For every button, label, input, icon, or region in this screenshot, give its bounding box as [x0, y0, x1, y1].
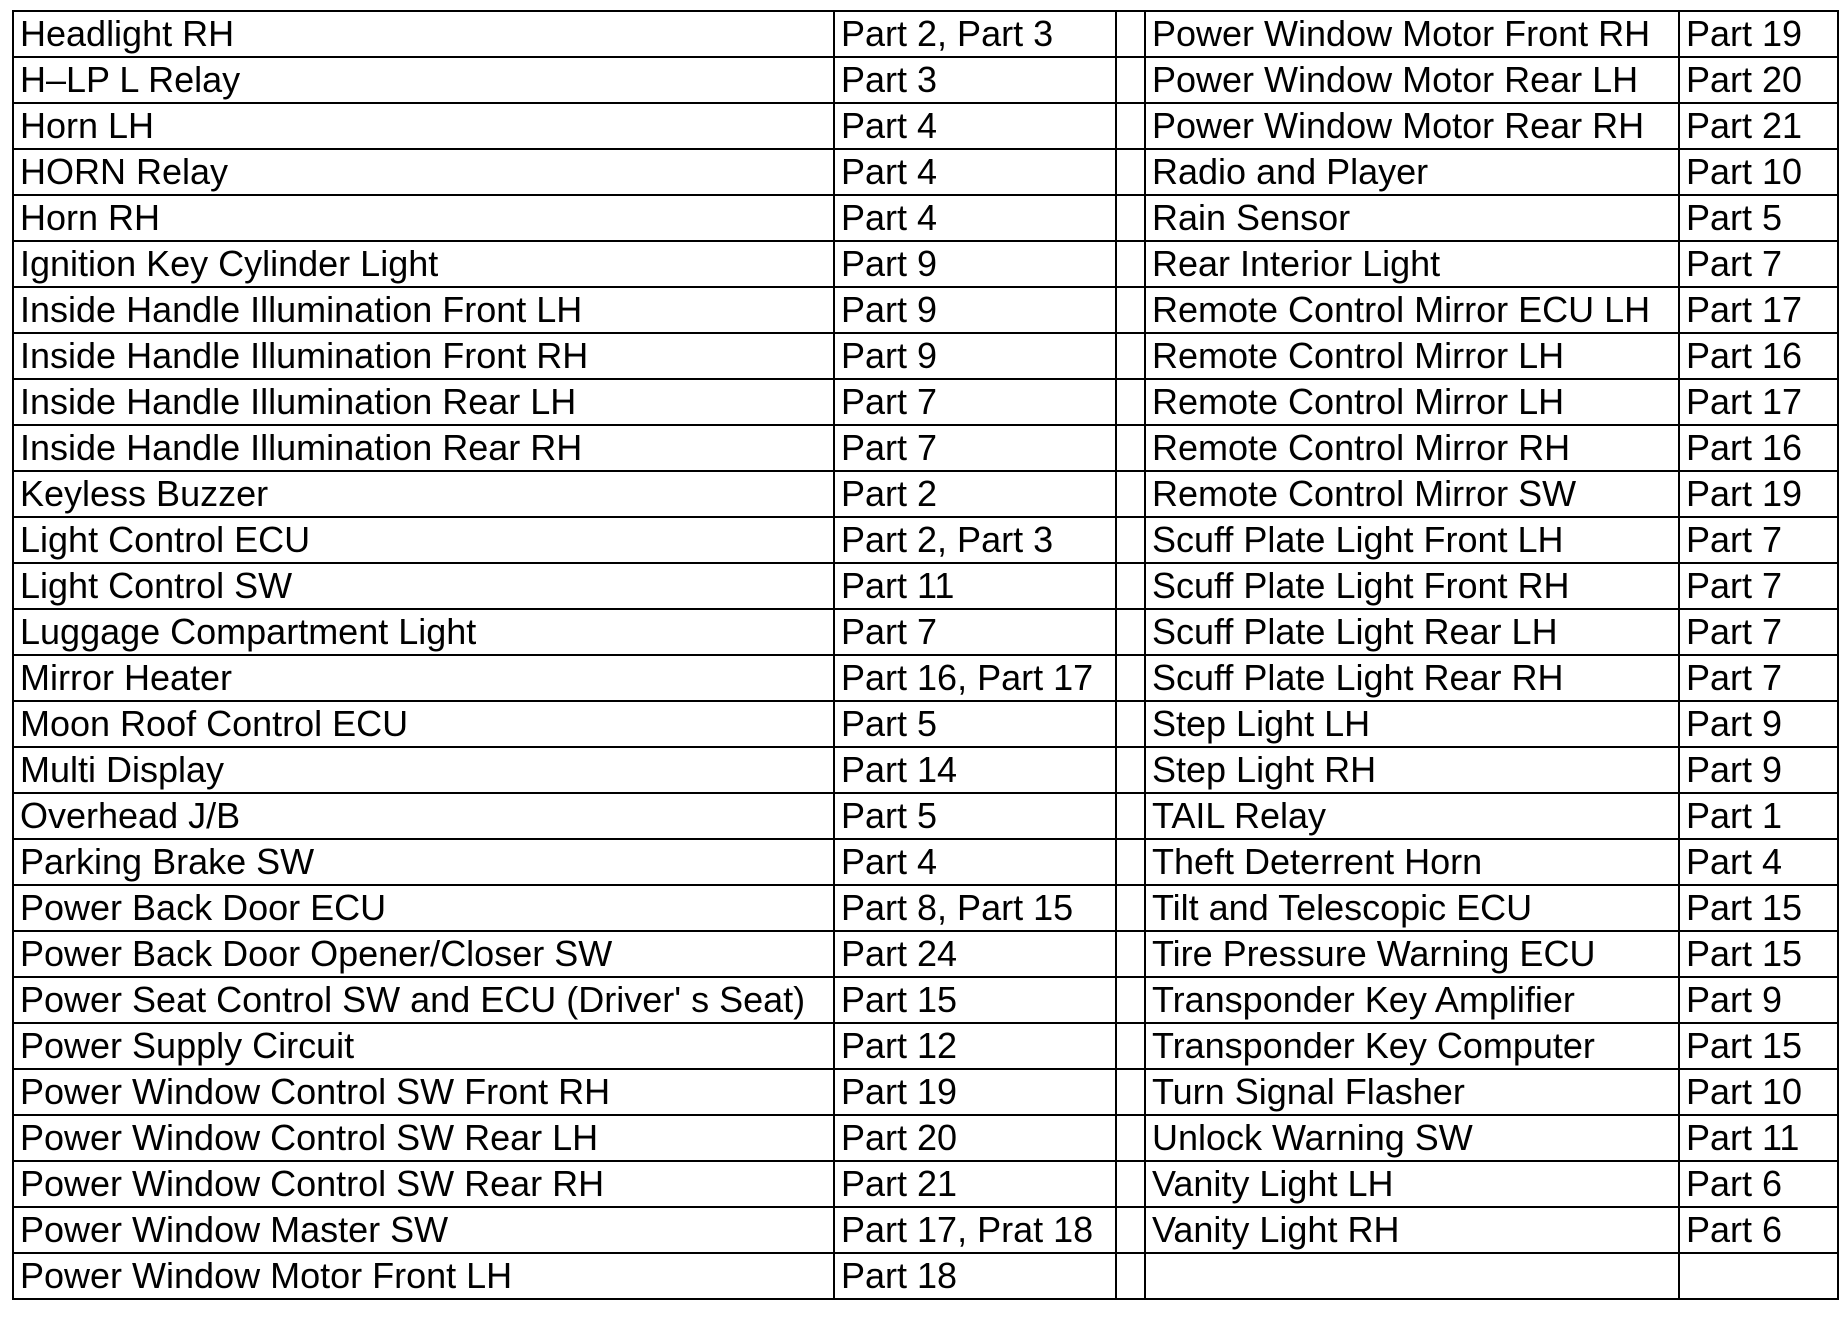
column-gap — [1116, 103, 1145, 149]
left-component-cell: Power Window Motor Front LH — [13, 1253, 834, 1299]
table-row — [13, 747, 1838, 793]
right-part-cell: Part 9 — [1679, 701, 1838, 747]
table-row — [13, 517, 1838, 563]
column-gap — [1116, 931, 1145, 977]
left-component-cell: Light Control ECU — [13, 517, 834, 563]
left-part-cell: Part 24 — [834, 931, 1116, 977]
right-component-cell: Power Window Motor Rear RH — [1145, 103, 1679, 149]
column-gap — [1116, 425, 1145, 471]
left-component-cell: Keyless Buzzer — [13, 471, 834, 517]
left-component-cell: Moon Roof Control ECU — [13, 701, 834, 747]
right-part-cell: Part 17 — [1679, 287, 1838, 333]
left-component-cell: Horn LH — [13, 103, 834, 149]
table-row — [13, 11, 1838, 57]
column-gap — [1116, 1207, 1145, 1253]
right-component-cell: Transponder Key Amplifier — [1145, 977, 1679, 1023]
table-row — [13, 655, 1838, 701]
table-row — [13, 471, 1838, 517]
right-part-cell: Part 7 — [1679, 609, 1838, 655]
left-part-cell: Part 8, Part 15 — [834, 885, 1116, 931]
column-gap — [1116, 149, 1145, 195]
right-component-cell: Remote Control Mirror RH — [1145, 425, 1679, 471]
left-component-cell: Horn RH — [13, 195, 834, 241]
column-gap — [1116, 11, 1145, 57]
right-part-cell: Part 9 — [1679, 747, 1838, 793]
right-part-cell: Part 11 — [1679, 1115, 1838, 1161]
right-part-cell: Part 15 — [1679, 1023, 1838, 1069]
table-row — [13, 701, 1838, 747]
right-component-cell: Remote Control Mirror LH — [1145, 379, 1679, 425]
left-part-cell: Part 12 — [834, 1023, 1116, 1069]
right-component-cell — [1145, 1253, 1679, 1299]
table-row — [13, 977, 1838, 1023]
left-component-cell: Power Supply Circuit — [13, 1023, 834, 1069]
left-part-cell: Part 19 — [834, 1069, 1116, 1115]
left-part-cell: Part 2, Part 3 — [834, 517, 1116, 563]
left-component-cell: Mirror Heater — [13, 655, 834, 701]
column-gap — [1116, 747, 1145, 793]
right-component-cell: Transponder Key Computer — [1145, 1023, 1679, 1069]
right-component-cell: Scuff Plate Light Front LH — [1145, 517, 1679, 563]
left-component-cell: Power Window Control SW Rear RH — [13, 1161, 834, 1207]
column-gap — [1116, 1023, 1145, 1069]
left-component-cell: Power Back Door Opener/Closer SW — [13, 931, 834, 977]
table-row — [13, 839, 1838, 885]
component-index-table — [12, 10, 1839, 1300]
table-wrapper — [12, 10, 1839, 1300]
right-part-cell: Part 19 — [1679, 11, 1838, 57]
table-row — [13, 1207, 1838, 1253]
right-part-cell: Part 21 — [1679, 103, 1838, 149]
right-component-cell: Remote Control Mirror SW — [1145, 471, 1679, 517]
column-gap — [1116, 1069, 1145, 1115]
right-component-cell: Scuff Plate Light Rear RH — [1145, 655, 1679, 701]
table-row — [13, 425, 1838, 471]
right-part-cell: Part 7 — [1679, 241, 1838, 287]
left-part-cell: Part 2, Part 3 — [834, 11, 1116, 57]
column-gap — [1116, 379, 1145, 425]
right-component-cell: Theft Deterrent Horn — [1145, 839, 1679, 885]
left-part-cell: Part 5 — [834, 793, 1116, 839]
left-part-cell: Part 4 — [834, 839, 1116, 885]
right-part-cell: Part 15 — [1679, 885, 1838, 931]
left-part-cell: Part 20 — [834, 1115, 1116, 1161]
right-component-cell: Remote Control Mirror LH — [1145, 333, 1679, 379]
right-part-cell: Part 20 — [1679, 57, 1838, 103]
left-part-cell: Part 18 — [834, 1253, 1116, 1299]
table-row — [13, 57, 1838, 103]
table-row — [13, 333, 1838, 379]
table-row — [13, 149, 1838, 195]
table-row — [13, 1161, 1838, 1207]
left-component-cell: Power Window Control SW Front RH — [13, 1069, 834, 1115]
right-component-cell: Power Window Motor Front RH — [1145, 11, 1679, 57]
right-part-cell: Part 9 — [1679, 977, 1838, 1023]
left-part-cell: Part 9 — [834, 241, 1116, 287]
right-component-cell: Rain Sensor — [1145, 195, 1679, 241]
column-gap — [1116, 1161, 1145, 1207]
right-component-cell: Step Light LH — [1145, 701, 1679, 747]
column-gap — [1116, 195, 1145, 241]
right-component-cell: Tilt and Telescopic ECU — [1145, 885, 1679, 931]
left-part-cell: Part 14 — [834, 747, 1116, 793]
column-gap — [1116, 793, 1145, 839]
column-gap — [1116, 563, 1145, 609]
right-part-cell: Part 10 — [1679, 1069, 1838, 1115]
left-component-cell: Power Window Control SW Rear LH — [13, 1115, 834, 1161]
table-row — [13, 563, 1838, 609]
table-row — [13, 1023, 1838, 1069]
left-part-cell: Part 4 — [834, 149, 1116, 195]
right-component-cell: Scuff Plate Light Front RH — [1145, 563, 1679, 609]
left-component-cell: Inside Handle Illumination Front RH — [13, 333, 834, 379]
column-gap — [1116, 609, 1145, 655]
right-component-cell: Remote Control Mirror ECU LH — [1145, 287, 1679, 333]
table-row — [13, 1253, 1838, 1299]
right-part-cell: Part 16 — [1679, 333, 1838, 379]
left-part-cell: Part 7 — [834, 425, 1116, 471]
column-gap — [1116, 701, 1145, 747]
left-component-cell: Overhead J/B — [13, 793, 834, 839]
right-part-cell: Part 15 — [1679, 931, 1838, 977]
left-part-cell: Part 4 — [834, 195, 1116, 241]
right-component-cell: Rear Interior Light — [1145, 241, 1679, 287]
left-part-cell: Part 17, Prat 18 — [834, 1207, 1116, 1253]
left-component-cell: Ignition Key Cylinder Light — [13, 241, 834, 287]
table-body — [13, 11, 1838, 1299]
column-gap — [1116, 241, 1145, 287]
right-part-cell: Part 5 — [1679, 195, 1838, 241]
column-gap — [1116, 333, 1145, 379]
right-part-cell: Part 7 — [1679, 655, 1838, 701]
right-component-cell: Vanity Light LH — [1145, 1161, 1679, 1207]
right-component-cell: TAIL Relay — [1145, 793, 1679, 839]
column-gap — [1116, 1115, 1145, 1161]
right-component-cell: Step Light RH — [1145, 747, 1679, 793]
table-row — [13, 241, 1838, 287]
left-part-cell: Part 7 — [834, 609, 1116, 655]
column-gap — [1116, 57, 1145, 103]
right-part-cell: Part 4 — [1679, 839, 1838, 885]
right-part-cell: Part 16 — [1679, 425, 1838, 471]
table-row — [13, 793, 1838, 839]
column-gap — [1116, 885, 1145, 931]
right-part-cell: Part 10 — [1679, 149, 1838, 195]
table-row — [13, 885, 1838, 931]
left-part-cell: Part 11 — [834, 563, 1116, 609]
left-component-cell: Multi Display — [13, 747, 834, 793]
table-row — [13, 287, 1838, 333]
table-row — [13, 931, 1838, 977]
left-component-cell: Headlight RH — [13, 11, 834, 57]
column-gap — [1116, 471, 1145, 517]
left-part-cell: Part 9 — [834, 333, 1116, 379]
left-part-cell: Part 2 — [834, 471, 1116, 517]
left-component-cell: Power Window Master SW — [13, 1207, 834, 1253]
left-component-cell: HORN Relay — [13, 149, 834, 195]
right-component-cell: Power Window Motor Rear LH — [1145, 57, 1679, 103]
column-gap — [1116, 655, 1145, 701]
column-gap — [1116, 287, 1145, 333]
right-part-cell: Part 1 — [1679, 793, 1838, 839]
column-gap — [1116, 977, 1145, 1023]
left-component-cell: Parking Brake SW — [13, 839, 834, 885]
right-part-cell: Part 17 — [1679, 379, 1838, 425]
left-part-cell: Part 7 — [834, 379, 1116, 425]
right-component-cell: Radio and Player — [1145, 149, 1679, 195]
left-part-cell: Part 15 — [834, 977, 1116, 1023]
left-part-cell: Part 5 — [834, 701, 1116, 747]
table-row — [13, 379, 1838, 425]
left-component-cell: Inside Handle Illumination Rear LH — [13, 379, 834, 425]
right-part-cell — [1679, 1253, 1838, 1299]
right-part-cell: Part 6 — [1679, 1161, 1838, 1207]
left-component-cell: Power Seat Control SW and ECU (Driver' s Seat) — [13, 977, 834, 1023]
left-part-cell: Part 4 — [834, 103, 1116, 149]
table-row — [13, 609, 1838, 655]
right-component-cell: Unlock Warning SW — [1145, 1115, 1679, 1161]
table-row — [13, 195, 1838, 241]
table-row — [13, 1115, 1838, 1161]
right-part-cell: Part 6 — [1679, 1207, 1838, 1253]
left-part-cell: Part 9 — [834, 287, 1116, 333]
right-component-cell: Scuff Plate Light Rear LH — [1145, 609, 1679, 655]
right-component-cell: Vanity Light RH — [1145, 1207, 1679, 1253]
left-component-cell: Inside Handle Illumination Front LH — [13, 287, 834, 333]
column-gap — [1116, 517, 1145, 563]
left-part-cell: Part 3 — [834, 57, 1116, 103]
left-component-cell: H–LP L Relay — [13, 57, 834, 103]
left-component-cell: Light Control SW — [13, 563, 834, 609]
right-part-cell: Part 7 — [1679, 563, 1838, 609]
right-component-cell: Turn Signal Flasher — [1145, 1069, 1679, 1115]
right-component-cell: Tire Pressure Warning ECU — [1145, 931, 1679, 977]
left-component-cell: Power Back Door ECU — [13, 885, 834, 931]
column-gap — [1116, 1253, 1145, 1299]
column-gap — [1116, 839, 1145, 885]
left-component-cell: Inside Handle Illumination Rear RH — [13, 425, 834, 471]
left-part-cell: Part 16, Part 17 — [834, 655, 1116, 701]
right-part-cell: Part 7 — [1679, 517, 1838, 563]
left-part-cell: Part 21 — [834, 1161, 1116, 1207]
right-part-cell: Part 19 — [1679, 471, 1838, 517]
left-component-cell: Luggage Compartment Light — [13, 609, 834, 655]
table-row — [13, 1069, 1838, 1115]
table-row — [13, 103, 1838, 149]
